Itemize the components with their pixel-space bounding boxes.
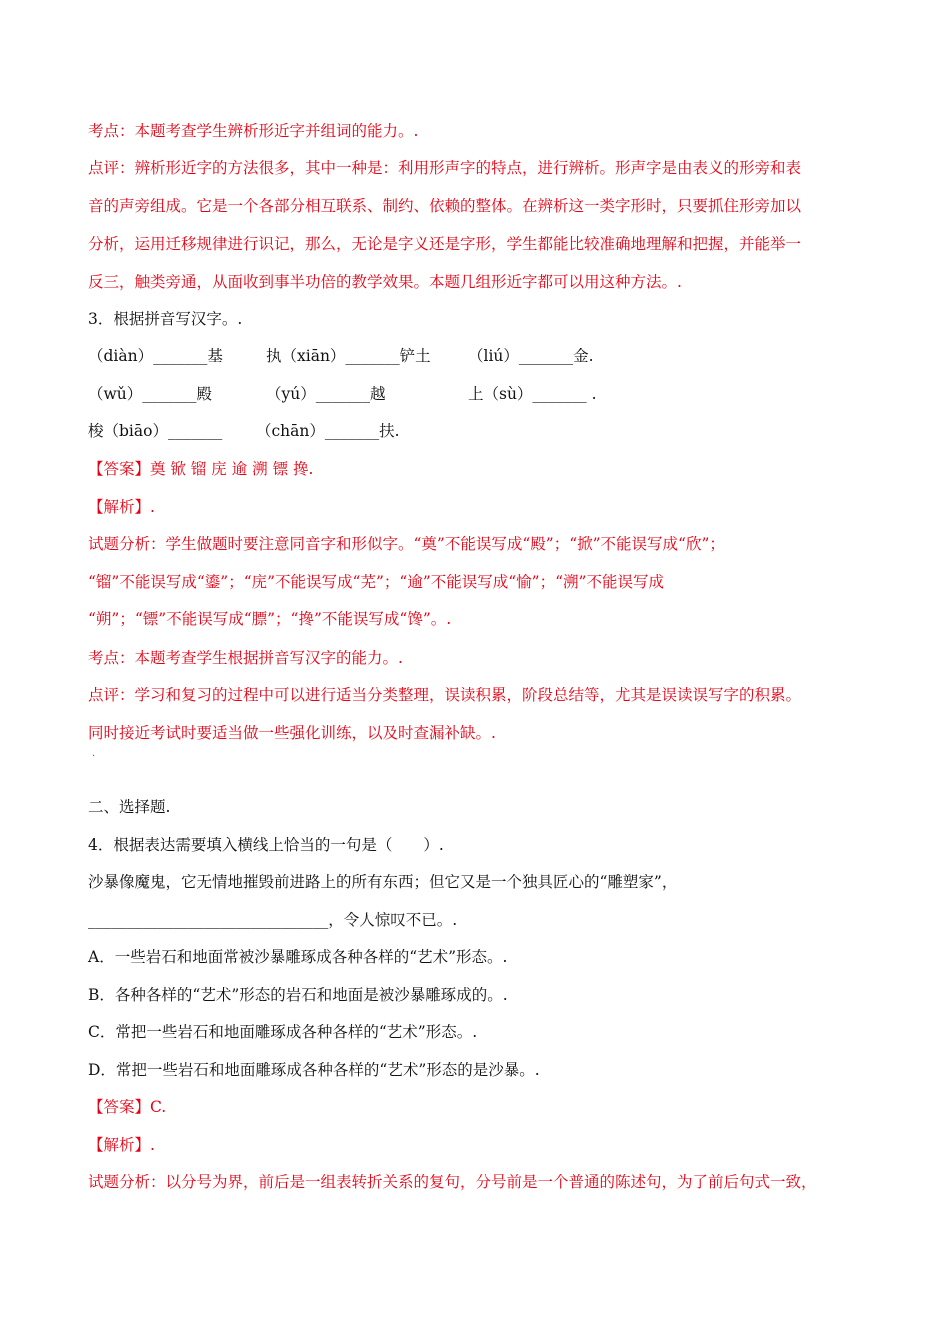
- stray-dot: .: [92, 748, 96, 759]
- q4-answer: 【答案】C.: [88, 1098, 167, 1116]
- kaodian-1: 考点：本题考查学生辨析形近字并组词的能力。.: [88, 122, 419, 140]
- q4-option-d: D．常把一些岩石和地面雕琢成各种各样的“艺术”形态的是沙暴。.: [88, 1061, 540, 1079]
- q3-cell: （wǔ）_______殿: [88, 385, 213, 403]
- q3-cell: 执（xiān）_______铲土: [266, 347, 431, 365]
- q3-analysis-line3: “朔”；“镖”不能误写成“膘”；“搀”不能误写成“馋”。.: [88, 610, 452, 628]
- q4-option-a: A．一些岩石和地面常被沙暴雕琢成各种各样的“艺术”形态。.: [88, 948, 508, 966]
- q3-cell: 上（sù）_______ .: [468, 385, 597, 403]
- q3-row-1: [88, 346, 888, 366]
- q3-cell: （liú）_______金.: [468, 347, 594, 365]
- q4-option-b: B．各种各样的“艺术”形态的岩石和地面是被沙暴雕琢成的。.: [88, 986, 508, 1004]
- dianping-1-line1: 点评：辨析形近字的方法很多，其中一种是：利用形声字的特点，进行辨析。形声字是由表义的形旁和表: [88, 159, 802, 177]
- q4-title: 4．根据表达需要填入横线上恰当的一句是（ ）.: [88, 836, 444, 854]
- q3-analysis-line1: 试题分析：学生做题时要注意同音字和形似字。“奠”不能误写成“殿”；“掀”不能误写成“欣”；: [88, 535, 725, 553]
- q4-analysis: 试题分析：以分号为界，前后是一组表转折关系的复句，分号前是一个普通的陈述句，为了前后句式一致，: [88, 1173, 817, 1191]
- dianping-1-line4: 反三，触类旁通，从面收到事半功倍的教学效果。本题几组形近字都可以用这种方法。.: [88, 273, 682, 291]
- section2-heading: 二、选择题.: [88, 798, 171, 816]
- q4-jiexi: 【解析】.: [88, 1136, 155, 1154]
- q3-cell: （diàn）_______基: [88, 347, 223, 365]
- q3-analysis-line2: “镏”不能误写成“鎏”；“庑”不能误写成“芜”；“逾”不能误写成“愉”；“溯”不能误写成: [88, 573, 664, 591]
- q3-row-2: [88, 384, 888, 404]
- q3-row-3: [88, 421, 888, 441]
- q3-jiexi: 【解析】.: [88, 498, 155, 516]
- q3-cell: 梭（biāo）_______: [88, 422, 223, 440]
- dianping-1-line2: 音的声旁组成。它是一个各部分相互联系、制约、依赖的整体。在辨析这一类字形时，只要抓住形旁加以: [88, 197, 802, 215]
- q3-dianping-line2: 同时接近考试时要适当做一些强化训练，以及时查漏补缺。.: [88, 724, 496, 742]
- q4-stem-line1: 沙暴像魔鬼，它无情地摧毁前进路上的所有东西；但它又是一个独具匠心的“雕塑家”，: [88, 873, 678, 891]
- q3-answer: 【答案】奠 锨 镏 庑 逾 溯 镖 搀.: [88, 460, 314, 478]
- q3-cell: （chān）_______扶.: [256, 422, 400, 440]
- dianping-1-line3: 分析，运用迁移规律进行识记，那么，无论是字义还是字形，学生都能比较准确地理解和把握，并能举一: [88, 235, 802, 253]
- q4-option-c: C．常把一些岩石和地面雕琢成各种各样的“艺术”形态。.: [88, 1023, 478, 1041]
- q3-cell: （yú）_______越: [266, 385, 386, 403]
- q3-dianping-line1: 点评：学习和复习的过程中可以进行适当分类整理，误读积累，阶段总结等，尤其是误读误写字的积累。: [88, 686, 802, 704]
- q3-kaodian: 考点：本题考查学生根据拼音写汉字的能力。.: [88, 649, 403, 667]
- q4-stem-line2: _______________________________，令人惊叹不已。.: [88, 911, 458, 929]
- q3-title: 3．根据拼音写汉字。.: [88, 310, 243, 328]
